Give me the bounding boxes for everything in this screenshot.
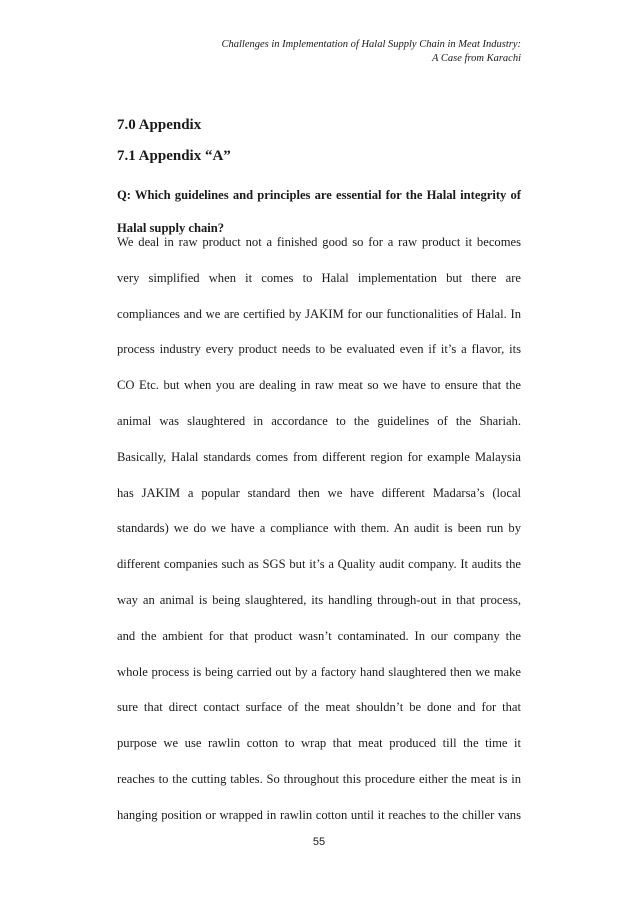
paragraph-line: reaches to the cutting tables. So throughout this procedure either the meat is in	[117, 771, 521, 786]
subsection-title: 7.1 Appendix “A”	[117, 148, 231, 164]
paragraph-line: has JAKIM a popular standard then we have different Madarsa’s (local	[117, 485, 521, 500]
paragraph-line: way an animal is being slaughtered, its handling through-out in that process,	[117, 592, 521, 607]
paragraph-line: Basically, Halal standards comes from different region for example Malaysia	[117, 449, 521, 464]
paragraph-line: purpose we use rawlin cotton to wrap that meat produced till the time it	[117, 736, 521, 751]
question-line: Halal supply chain?	[117, 221, 225, 235]
page-number: 55	[312, 836, 326, 848]
paragraph-line: sure that direct contact surface of the meat shouldn’t be done and for that	[117, 700, 521, 715]
running-head-line-2: A Case from Karachi	[432, 53, 521, 64]
paragraph-line: whole process is being carried out by a factory hand slaughtered then we make	[117, 664, 521, 679]
section-title: 7.0 Appendix	[117, 117, 202, 133]
paragraph-line: animal was slaughtered in accordance to the guidelines of the Shariah.	[117, 413, 521, 428]
paragraph-line: compliances and we are certified by JAKIM for our functionalities of Halal. In	[117, 306, 521, 321]
paragraph-line: and the ambient for that product wasn’t contaminated. In our company the	[117, 628, 521, 643]
paragraph-line: process industry every product needs to be evaluated even if it’s a flavor, its	[117, 342, 521, 357]
paragraph-line: different companies such as SGS but it’s a Quality audit company. It audits the	[117, 557, 521, 572]
paragraph-line: standards) we do we have a compliance with them. An audit is been run by	[117, 521, 521, 536]
running-head	[101, 38, 521, 66]
running-head-line-1: Challenges in Implementation of Halal Supply Chain in Meat Industry:	[221, 39, 521, 50]
paragraph-line: We deal in raw product not a finished good so for a raw product it becomes	[117, 235, 521, 249]
paragraph-line: very simplified when it comes to Halal implementation but there are	[117, 270, 521, 285]
paragraph-line: CO Etc. but when you are dealing in raw meat so we have to ensure that the	[117, 378, 521, 393]
paragraph-line: hanging position or wrapped in rawlin cotton until it reaches to the chiller vans	[117, 807, 521, 822]
question-line: Q: Which guidelines and principles are essential for the Halal integrity of	[117, 188, 521, 202]
answer-paragraph	[117, 231, 521, 840]
